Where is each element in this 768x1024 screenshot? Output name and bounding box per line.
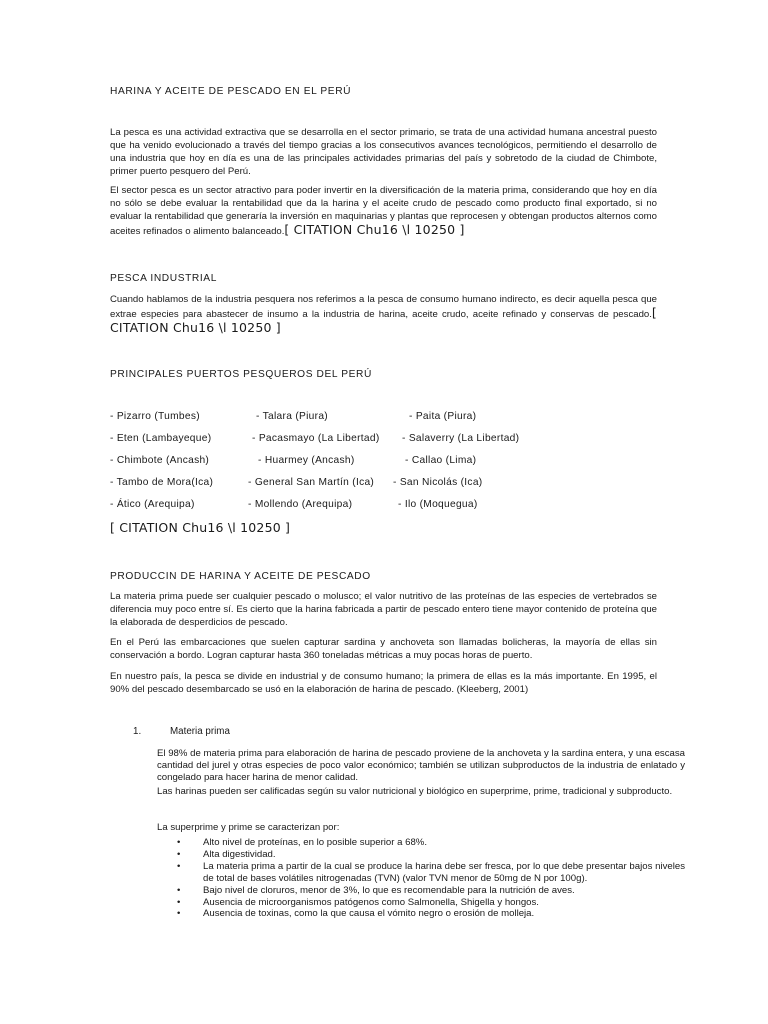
bullet-icon: • [177,884,181,896]
production-paragraph-2: En el Perú las embarcaciones que suelen capturar sardina y anchoveta son llamadas bolicheras, la mayoría de ellas sin conservación a bordo. Logran capturar hasta 360 toneladas métricas a muy pocas horas de puerto. [110,637,657,661]
bullet-text: Ausencia de toxinas, como la que causa el vómito negro o erosión de molleja. [203,908,535,920]
bullet-icon: • [177,837,181,848]
citation-field: [ CITATION Chu16 \l 10250 ] [110,520,291,535]
bullet-icon: • [177,848,181,860]
section-heading-pesca-industrial: PESCA INDUSTRIAL [110,273,217,284]
bullet-text: Bajo nivel de cloruros, menor de 3%, lo que es recomendable para la nutrición de aves. [203,884,575,896]
section-heading-puertos: PRINCIPALES PUERTOS PESQUEROS DEL PERÚ [110,369,372,380]
citation-field: [ CITATION Chu16 \l 10250 ] [284,221,465,237]
list-number: 1. [133,726,142,737]
section-heading-produccion: PRODUCCIN DE HARINA Y ACEITE DE PESCADO [110,571,371,582]
ports-row [0,477,768,491]
intro-paragraph-2 [110,185,657,239]
port-item: - Chimbote (Ancash) [110,455,210,466]
list-item [157,849,685,861]
materia-paragraph-1: El 98% de materia prima para elaboración de harina de pescado proviene de la anchoveta y la sardina entera, y una escasa cantidad del jurel y otras especies de poco valor económico; también se utilizan subproductos de la industria de enlatado y congelado para hacer harina de menor calidad. [157,748,685,784]
port-item: - Tambo de Mora(Ica) [110,477,214,488]
bullet-text: Alta digestividad. [203,848,276,860]
production-paragraph-1: La materia prima puede ser cualquier pescado o molusco; el valor nutritivo de las proteínas de las especies de vertebrados se diferencia muy poco entre sí. Es cierto que la harina fabricada a partir de pescado entero tiene mayor contenido de proteína que la elaborada de desperdicios de pescado. [110,591,657,628]
port-item: - San Nicolás (Ica) [393,477,483,488]
materia-paragraph-2: Las harinas pueden ser calificadas según su valor nutricional y biológico en superprime, prime, tradicional y subproducto. [157,786,673,797]
intro-paragraph-2-text: El sector pesca es un sector atractivo para poder invertir en la diversificación de la materia prima, considerando que hoy en día no sólo se debe evaluar la rentabilidad que da la harina y el aceite crudo de pescado como producto final exportado, si no evaluar la rentabilidad que generaría la inversión en maquinarias y plantas que reprocesen y obtengan productos alternos como aceites refinados o alimento balanceado. [110,185,657,237]
port-item: - Salaverry (La Libertad) [402,433,520,444]
port-item: - Paita (Piura) [409,411,477,422]
port-item: - Pacasmayo (La Libertad) [252,433,380,444]
port-item: - Eten (Lambayeque) [110,433,212,444]
bullet-text: La materia prima a partir de la cual se produce la harina debe ser fresca, por lo que debe presentar bajos niveles de total de bases volátiles nitrogenadas (TVN) (valor TVN menor de 50mg de N por 100g). [203,860,685,884]
document-title: HARINA Y ACEITE DE PESCADO EN EL PERÚ [110,86,352,97]
list-item [157,885,685,897]
list-item [157,897,685,909]
port-item: - Talara (Piura) [256,411,328,422]
industrial-paragraph-text: Cuando hablamos de la industria pesquera nos referimos a la pesca de consumo humano indirecto, es decir aquella pesca que extrae especies para abastecer de insumo a la industria de harina, aceite crudo, aceite refinado y conservas de pescado. [110,294,657,320]
industrial-paragraph [110,294,657,337]
list-item-label: Materia prima [170,726,230,737]
numbered-list-item [133,726,230,737]
ports-row [0,433,768,447]
list-item [157,861,685,885]
bullet-text: Ausencia de microorganismos patógenos como Salmonella, Shigella y hongos. [203,896,539,908]
bullet-icon: • [177,896,181,908]
port-item: - General San Martín (Ica) [248,477,375,488]
bullet-list [157,837,685,920]
list-item [157,908,685,920]
production-paragraph-3: En nuestro país, la pesca se divide en industrial y de consumo humano; la primera de ellas es la más importante. En 1995, el 90% del pescado desembarcado se usó en la elaboración de harina de pescado. (Kleeberg, 2001) [110,671,657,695]
bullet-text: Alto nivel de proteínas, en lo posible superior a 68%. [203,837,427,848]
ports-row [0,499,768,513]
materia-paragraph-3: La superprime y prime se caracterizan por: [157,822,340,833]
port-item: - Ático (Arequipa) [110,499,195,510]
port-item: - Huarmey (Ancash) [258,455,355,466]
bullet-icon: • [177,908,181,920]
bullet-icon: • [177,860,181,872]
intro-paragraph-1: La pesca es una actividad extractiva que se desarrolla en el sector primario, se trata de una actividad humana ancestral puesto que ha venido evolucionado a través del tiempo gracias a los consecutivos avances tecnológicos, permitiendo el desarrollo de una industria que hoy en día es una de las principales actividades primarias del país y sobretodo de la ciudad de Chimbote, primer puerto pesquero del Perú. [110,127,657,177]
citation-field: [ CITATION Chu16 \l 10250 ] [110,304,657,335]
list-item [157,837,685,849]
port-item: - Mollendo (Arequipa) [248,499,353,510]
port-item: - Callao (Lima) [405,455,477,466]
ports-row [0,455,768,469]
ports-row [0,411,768,425]
port-item: - Pizarro (Tumbes) [110,411,200,422]
port-item: - Ilo (Moquegua) [398,499,478,510]
